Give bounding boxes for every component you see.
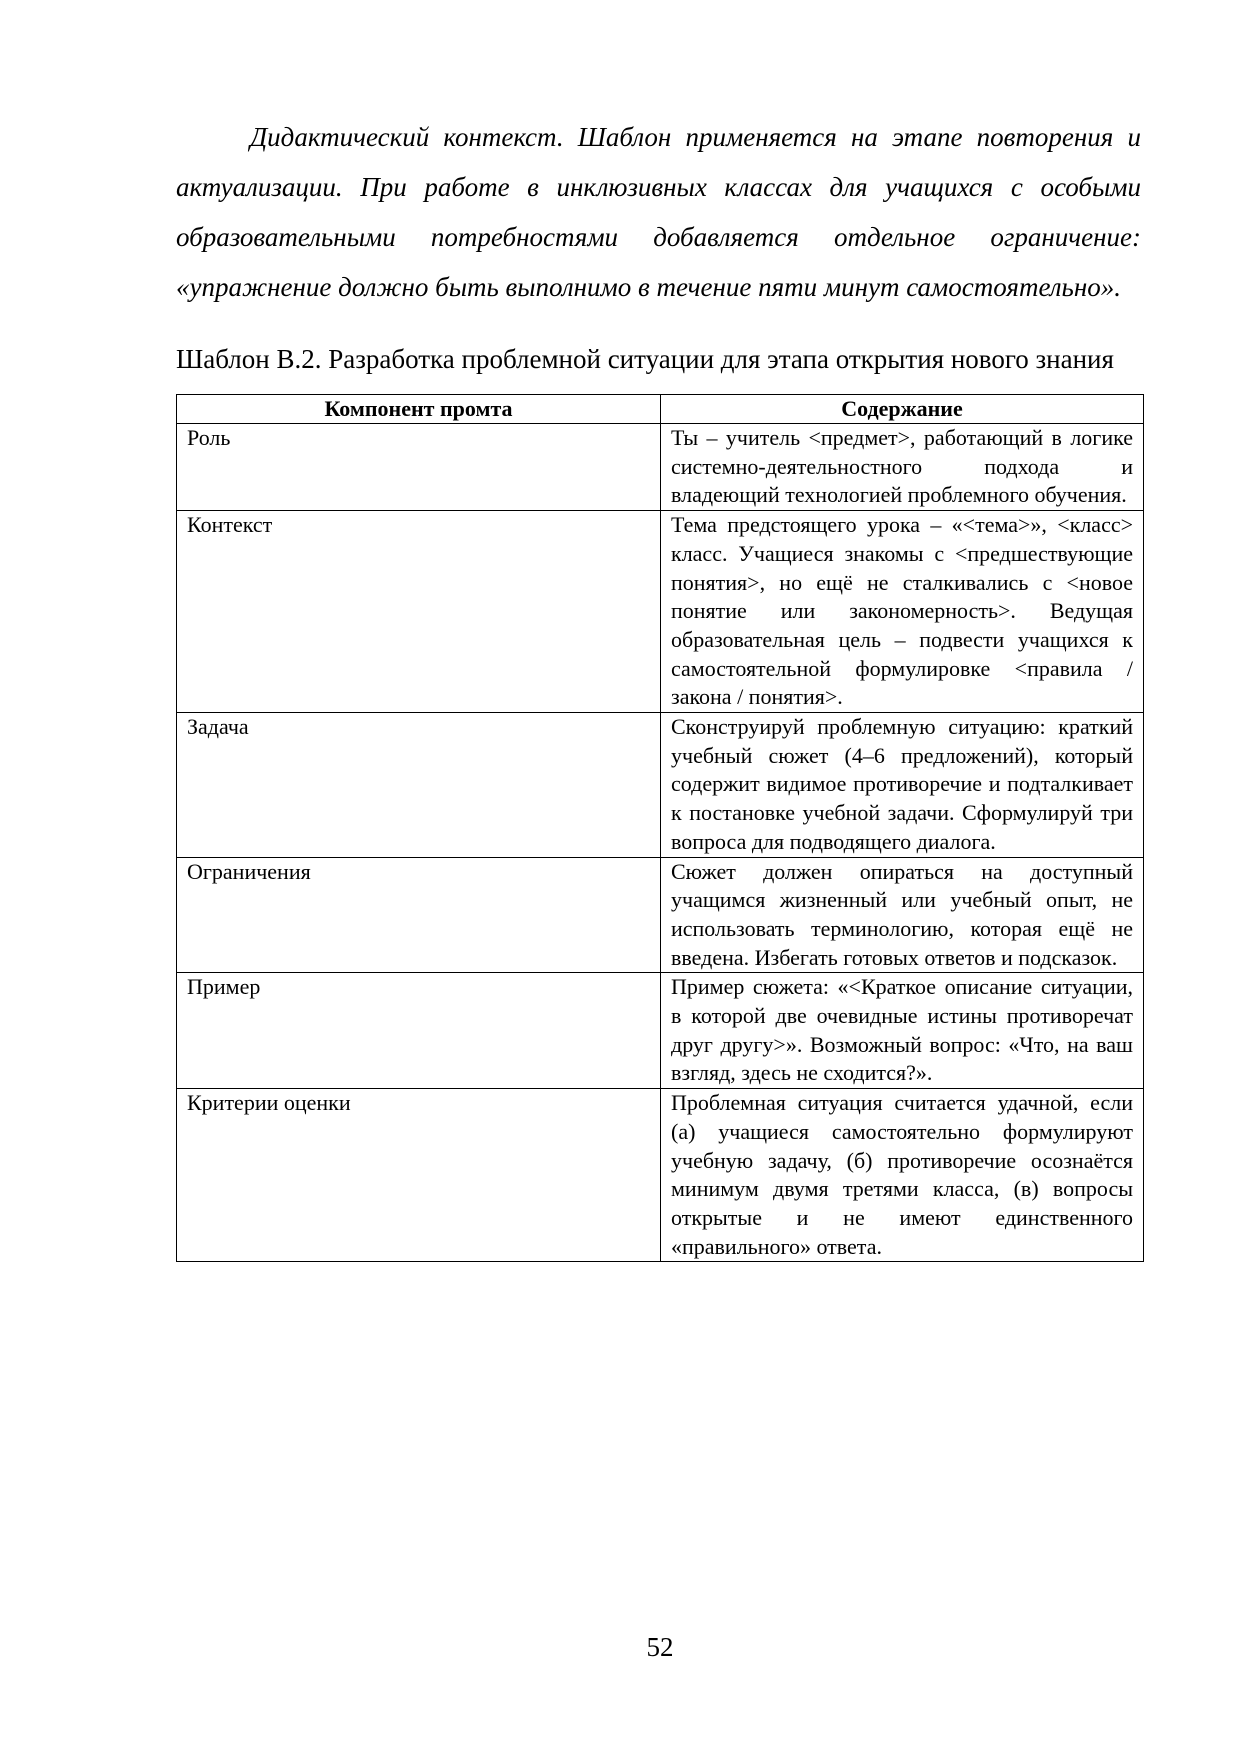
content-cell: Пример сюжета: «<Краткое описание ситуации, в которой две очевидные истины противоречат друг другу>». Возможный вопрос: «Что, на ваш взгляд, здесь не сходится?». [661, 973, 1144, 1089]
table-row [177, 973, 1144, 1089]
page-content [176, 112, 1141, 1262]
table-row [177, 511, 1144, 713]
prompt-template-table [176, 394, 1144, 1262]
content-cell: Проблемная ситуация считается удачной, если (а) учащиеся самостоятельно формулируют учебную задачу, (б) противоречие осознаётся минимум двумя третями класса, (в) вопросы открытые и не имеют единственного «правильного» ответа. [661, 1089, 1144, 1262]
table-row [177, 424, 1144, 511]
page-number: 52 [646, 1632, 674, 1662]
column-header-content: Содержание [661, 395, 1144, 424]
component-cell: Пример [177, 973, 661, 1089]
table-row [177, 1089, 1144, 1262]
table-header-row [177, 395, 1144, 424]
table-row [177, 857, 1144, 973]
content-cell: Сюжет должен опираться на доступный учащимся жизненный или учебный опыт, не использовать терминологию, которая ещё не введена. Избегать готовых ответов и подсказок. [661, 857, 1144, 973]
table-row [177, 713, 1144, 858]
content-cell: Тема предстоящего урока – «<тема>», <класс> класс. Учащиеся знакомы с <предшествующие понятия>, но ещё не сталкивались с <новое понятие или закономерность>. Ведущая образовательная цель – подвести учащихся к самостоятельной формулировке <правила / закона / понятия>. [661, 511, 1144, 713]
content-cell: Ты – учитель <предмет>, работающий в логике системно-деятельностного подхода и владеющий технологией проблемного обучения. [661, 424, 1144, 511]
table-caption: Шаблон В.2. Разработка проблемной ситуации для этапа открытия нового знания [176, 344, 1114, 374]
component-cell: Задача [177, 713, 661, 858]
component-cell: Ограничения [177, 857, 661, 973]
content-cell: Сконструируй проблемную ситуацию: краткий учебный сюжет (4–6 предложений), который содержит видимое противоречие и подталкивает к постановке учебной задачи. Сформулируй три вопроса для подводящего диалога. [661, 713, 1144, 858]
component-cell: Критерии оценки [177, 1089, 661, 1262]
component-cell: Роль [177, 424, 661, 511]
intro-paragraph: Дидактический контекст. Шаблон применяется на этапе повторения и актуализации. При работе в инклюзивных классах для учащихся с особыми образовательными потребностями добавляется отдельное ограничение: «упражнение должно быть выполнимо в течение пяти минут самостоятельно». [176, 122, 1141, 302]
column-header-component: Компонент промта [177, 395, 661, 424]
component-cell: Контекст [177, 511, 661, 713]
